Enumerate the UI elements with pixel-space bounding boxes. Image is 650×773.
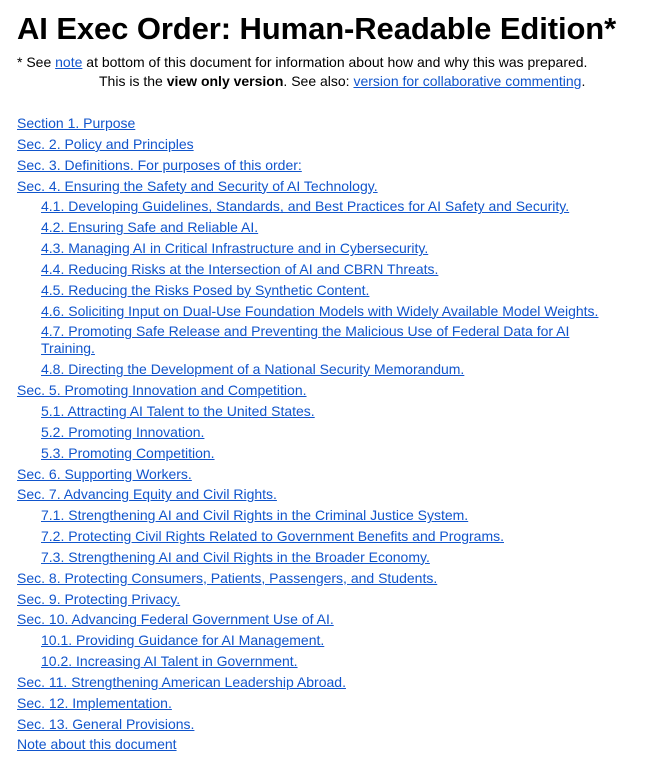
toc-link[interactable]: Sec. 12. Implementation. xyxy=(17,694,172,711)
toc-link[interactable]: 5.2. Promoting Innovation. xyxy=(41,423,205,440)
table-of-contents xyxy=(0,115,650,757)
toc-link[interactable]: 10.2. Increasing AI Talent in Government. xyxy=(41,653,298,670)
toc-link[interactable]: 4.8. Directing the Development of a National Security Memorandum. xyxy=(41,361,465,378)
toc-item xyxy=(0,570,650,587)
toc-link[interactable]: 7.2. Protecting Civil Rights Related to Government Benefits and Programs. xyxy=(41,528,504,545)
commenting-version-link[interactable]: version for collaborative commenting xyxy=(353,73,582,89)
toc-link[interactable]: Sec. 4. Ensuring the Safety and Security of AI Technology. xyxy=(17,177,378,194)
note-line-suffix: at bottom of this document for information about how and why this was prepared. xyxy=(82,54,588,70)
toc-item xyxy=(0,549,650,566)
page-title: AI Exec Order: Human-Readable Edition* xyxy=(17,11,617,46)
view-only-label: view only version xyxy=(166,73,284,89)
toc-link[interactable]: 5.1. Attracting AI Talent to the United States. xyxy=(41,402,315,419)
toc-link[interactable]: Sec. 2. Policy and Principles xyxy=(17,135,194,152)
toc-item xyxy=(0,591,650,608)
toc-item xyxy=(0,240,650,257)
toc-link[interactable]: 10.1. Providing Guidance for AI Management. xyxy=(41,632,325,649)
note-line-prefix: * See xyxy=(17,54,56,70)
toc-item xyxy=(0,323,650,357)
toc-item xyxy=(0,611,650,628)
view-line-prefix: This is the xyxy=(99,73,167,89)
toc-item xyxy=(0,445,650,462)
toc-item xyxy=(0,736,650,753)
toc-item xyxy=(0,282,650,299)
toc-link[interactable]: Sec. 13. General Provisions. xyxy=(17,715,195,732)
toc-item xyxy=(0,528,650,545)
toc-link[interactable]: Note about this document xyxy=(17,736,177,753)
toc-link[interactable]: 4.2. Ensuring Safe and Reliable AI. xyxy=(41,219,259,236)
toc-item xyxy=(0,424,650,441)
toc-item xyxy=(0,361,650,378)
toc-item xyxy=(0,178,650,195)
toc-item xyxy=(0,261,650,278)
toc-link[interactable]: 4.3. Managing AI in Critical Infrastructure and in Cybersecurity. xyxy=(41,240,429,257)
toc-link[interactable]: Sec. 7. Advancing Equity and Civil Rights. xyxy=(17,486,277,503)
toc-item xyxy=(0,632,650,649)
toc-item xyxy=(0,403,650,420)
toc-link[interactable]: 7.3. Strengthening AI and Civil Rights in the Broader Economy. xyxy=(41,548,430,565)
toc-item xyxy=(0,695,650,712)
toc-link[interactable]: Section 1. Purpose xyxy=(17,115,136,131)
toc-link[interactable]: 7.1. Strengthening AI and Civil Rights in the Criminal Justice System. xyxy=(41,507,469,524)
toc-link[interactable]: 4.1. Developing Guidelines, Standards, and Best Practices for AI Safety and Security. xyxy=(41,198,570,215)
toc-item xyxy=(0,674,650,691)
view-mode-line xyxy=(99,72,585,90)
toc-link[interactable]: 4.6. Soliciting Input on Dual-Use Foundation Models with Widely Available Model Weights. xyxy=(41,302,599,319)
toc-item xyxy=(0,115,650,132)
view-line-suffix: . xyxy=(581,73,586,89)
toc-item xyxy=(0,157,650,174)
toc-link[interactable]: Sec. 11. Strengthening American Leadership Abroad. xyxy=(17,673,346,690)
toc-item xyxy=(0,486,650,503)
toc-link[interactable]: 4.4. Reducing Risks at the Intersection of AI and CBRN Threats. xyxy=(41,260,439,277)
toc-item xyxy=(0,198,650,215)
toc-link[interactable]: 5.3. Promoting Competition. xyxy=(41,444,215,461)
toc-link[interactable]: Sec. 5. Promoting Innovation and Competition. xyxy=(17,382,307,399)
note-link[interactable]: note xyxy=(55,54,83,70)
toc-item xyxy=(0,219,650,236)
toc-item xyxy=(0,507,650,524)
note-line xyxy=(17,53,587,71)
toc-link[interactable]: Sec. 10. Advancing Federal Government Use of AI. xyxy=(17,611,334,628)
toc-item xyxy=(0,466,650,483)
toc-link[interactable]: 4.7. Promoting Safe Release and Preventing the Malicious Use of Federal Data for AI Training. xyxy=(41,323,570,357)
toc-link[interactable]: Sec. 8. Protecting Consumers, Patients, Passengers, and Students. xyxy=(17,569,438,586)
toc-link[interactable]: Sec. 3. Definitions. For purposes of this order: xyxy=(17,156,302,173)
toc-item xyxy=(0,653,650,670)
toc-item xyxy=(0,382,650,399)
toc-item xyxy=(0,303,650,320)
view-line-middle: . See also: xyxy=(283,73,354,89)
toc-item xyxy=(0,136,650,153)
toc-link[interactable]: 4.5. Reducing the Risks Posed by Synthetic Content. xyxy=(41,281,370,298)
toc-link[interactable]: Sec. 9. Protecting Privacy. xyxy=(17,590,181,607)
toc-item xyxy=(0,716,650,733)
toc-link[interactable]: Sec. 6. Supporting Workers. xyxy=(17,465,192,482)
